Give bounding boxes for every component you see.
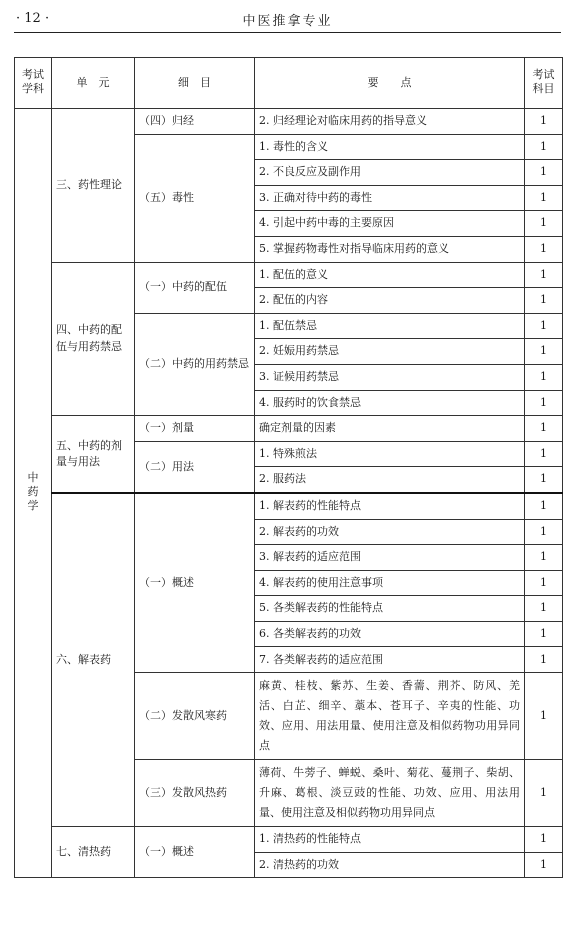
level-cell: 1 bbox=[525, 570, 563, 596]
level-cell: 1 bbox=[525, 416, 563, 442]
point-cell: 4. 服药时的饮食禁忌 bbox=[255, 390, 525, 416]
point-cell: 1. 毒性的含义 bbox=[255, 134, 525, 160]
point-cell: 1. 配伍的意义 bbox=[255, 262, 525, 288]
syllabus-table bbox=[14, 57, 563, 878]
level-cell: 1 bbox=[525, 827, 563, 853]
level-cell: 1 bbox=[525, 211, 563, 237]
level-cell: 1 bbox=[525, 185, 563, 211]
point-cell: 2. 配伍的内容 bbox=[255, 288, 525, 314]
point-cell: 确定剂量的因素 bbox=[255, 416, 525, 442]
point-cell: 1. 清热药的性能特点 bbox=[255, 827, 525, 853]
item-cell: （四）归经 bbox=[135, 109, 255, 135]
level-cell: 1 bbox=[525, 236, 563, 262]
level-cell: 1 bbox=[525, 673, 563, 760]
point-cell: 5. 掌握药物毒性对指导临床用药的意义 bbox=[255, 236, 525, 262]
table-row bbox=[15, 109, 563, 135]
item-cell: （三）发散风热药 bbox=[135, 760, 255, 827]
unit-cell: 四、中药的配伍与用药禁忌 bbox=[52, 262, 135, 416]
unit-cell: 五、中药的剂量与用法 bbox=[52, 416, 135, 493]
level-cell: 1 bbox=[525, 852, 563, 878]
point-cell: 2. 妊娠用药禁忌 bbox=[255, 339, 525, 365]
point-cell: 2. 服药法 bbox=[255, 467, 525, 493]
point-cell: 7. 各类解表药的适应范围 bbox=[255, 647, 525, 673]
level-cell: 1 bbox=[525, 109, 563, 135]
unit-cell: 三、药性理论 bbox=[52, 109, 135, 263]
level-cell: 1 bbox=[525, 364, 563, 390]
level-cell: 1 bbox=[525, 134, 563, 160]
level-cell: 1 bbox=[525, 467, 563, 493]
point-cell: 5. 各类解表药的性能特点 bbox=[255, 596, 525, 622]
level-cell: 1 bbox=[525, 493, 563, 519]
point-cell: 4. 引起中药中毒的主要原因 bbox=[255, 211, 525, 237]
point-cell: 4. 解表药的使用注意事项 bbox=[255, 570, 525, 596]
point-cell: 1. 特殊煎法 bbox=[255, 441, 525, 467]
level-cell: 1 bbox=[525, 621, 563, 647]
level-cell: 1 bbox=[525, 647, 563, 673]
point-cell: 6. 各类解表药的功效 bbox=[255, 621, 525, 647]
unit-cell: 七、清热药 bbox=[52, 827, 135, 878]
level-cell: 1 bbox=[525, 262, 563, 288]
point-cell: 1. 解表药的性能特点 bbox=[255, 493, 525, 519]
level-cell: 1 bbox=[525, 160, 563, 186]
point-cell: 麻黄、桂枝、紫苏、生姜、香薷、荆芥、防风、羌活、白芷、细辛、藁本、苍耳子、辛夷的性能、功效、应用、用法用量、使用注意及相似药物功用异同点 bbox=[255, 673, 525, 760]
item-cell: （一）中药的配伍 bbox=[135, 262, 255, 313]
point-cell: 2. 归经理论对临床用药的指导意义 bbox=[255, 109, 525, 135]
point-cell: 3. 正确对待中药的毒性 bbox=[255, 185, 525, 211]
point-cell: 薄荷、牛蒡子、蝉蜕、桑叶、菊花、蔓荆子、柴胡、升麻、葛根、淡豆豉的性能、功效、应用、用法用量、使用注意及相似药物功用异同点 bbox=[255, 760, 525, 827]
level-cell: 1 bbox=[525, 441, 563, 467]
header-rule bbox=[14, 32, 561, 33]
item-cell: （一）概述 bbox=[135, 493, 255, 673]
level-cell: 1 bbox=[525, 545, 563, 571]
point-cell: 3. 证候用药禁忌 bbox=[255, 364, 525, 390]
point-cell: 2. 解表药的功效 bbox=[255, 519, 525, 545]
item-cell: （一）剂量 bbox=[135, 416, 255, 442]
item-cell: （二）发散风寒药 bbox=[135, 673, 255, 760]
page-header bbox=[14, 0, 561, 34]
table-row bbox=[15, 262, 563, 288]
item-cell: （一）概述 bbox=[135, 827, 255, 878]
level-cell: 1 bbox=[525, 596, 563, 622]
level-cell: 1 bbox=[525, 339, 563, 365]
header-subject: 考试学科 bbox=[15, 58, 52, 109]
header-level: 考试科目 bbox=[525, 58, 563, 109]
header-point: 要 点 bbox=[255, 58, 525, 109]
header-unit: 单 元 bbox=[52, 58, 135, 109]
table-row bbox=[15, 827, 563, 853]
header-item: 细 目 bbox=[135, 58, 255, 109]
level-cell: 1 bbox=[525, 760, 563, 827]
subject-cell: 中药学 bbox=[15, 109, 52, 878]
table-header-row bbox=[15, 58, 563, 109]
point-cell: 2. 不良反应及副作用 bbox=[255, 160, 525, 186]
point-cell: 3. 解表药的适应范围 bbox=[255, 545, 525, 571]
point-cell: 1. 配伍禁忌 bbox=[255, 313, 525, 339]
table-row bbox=[15, 416, 563, 442]
item-cell: （五）毒性 bbox=[135, 134, 255, 262]
point-cell: 2. 清热药的功效 bbox=[255, 852, 525, 878]
unit-cell: 六、解表药 bbox=[52, 493, 135, 827]
level-cell: 1 bbox=[525, 519, 563, 545]
item-cell: （二）用法 bbox=[135, 441, 255, 493]
level-cell: 1 bbox=[525, 390, 563, 416]
level-cell: 1 bbox=[525, 288, 563, 314]
level-cell: 1 bbox=[525, 313, 563, 339]
page-title: 中医推拿专业 bbox=[242, 14, 333, 29]
table-row bbox=[15, 493, 563, 519]
page-number: · 12 · bbox=[16, 11, 50, 26]
item-cell: （二）中药的用药禁忌 bbox=[135, 313, 255, 415]
